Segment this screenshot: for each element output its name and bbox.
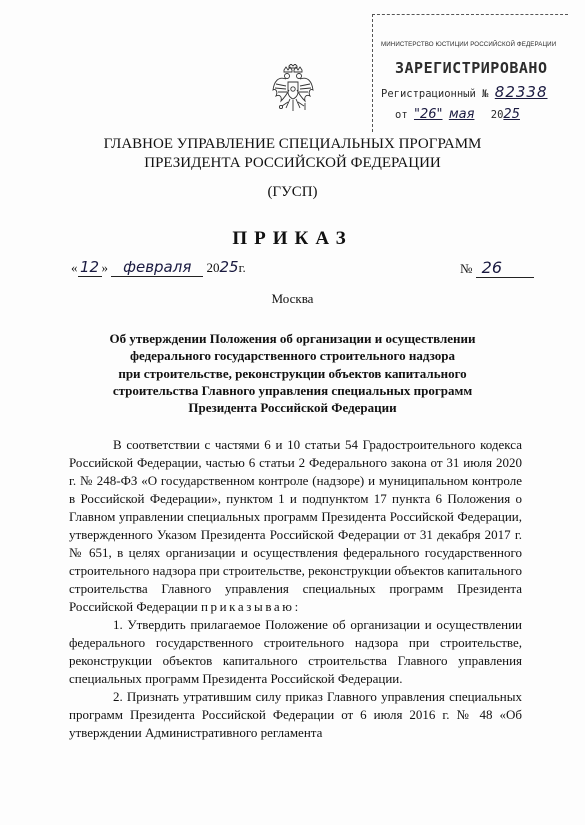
order-date-year-print: 20 — [206, 260, 220, 275]
stamp-date-year-print: 20 — [490, 109, 504, 121]
body-paragraph-item1: 1. Утвердить прилагаемое Положение об организации и осуществлении федерального государственного строительного надзора при строительстве, реконструкции объектов капитального строительства Главного управления специальных программ Президента Российской Федерации. — [69, 617, 522, 686]
stamp-reg-number: 82338 — [494, 83, 548, 101]
body-paragraph-preamble — [69, 436, 522, 616]
stamp-date-line — [395, 107, 568, 122]
stamp-date-year-hand: 25 — [503, 107, 520, 122]
registration-stamp — [372, 14, 568, 132]
title-line: Об утверждении Положения об организации и осуществлении — [109, 331, 476, 346]
document-type: ПРИКАЗ — [232, 228, 353, 249]
stamp-date-month: мая — [448, 107, 475, 122]
order-word: приказываю: — [200, 599, 301, 614]
order-number-value: 26 — [481, 258, 503, 277]
stamp-date-prefix: от — [395, 109, 408, 121]
order-date-day: 12 — [79, 258, 100, 276]
order-city: Москва — [271, 291, 314, 306]
stamp-ministry: МИНИСТЕРСТВО ЮСТИЦИИ РОССИЙСКОЙ ФЕДЕРАЦИИ — [381, 41, 557, 48]
order-number — [460, 258, 534, 278]
stamp-date-day: "26" — [413, 107, 443, 122]
title-line: федерального государственного строительного надзора — [130, 348, 455, 364]
title-line: Президента Российской Федерации — [188, 400, 397, 416]
body-paragraph-item2: 2. Признать утратившим силу приказ Главного управления специальных программ Президента Российской Федерации от 6 июля 2016 г. № 48 «Об утверждении Административного регламента — [69, 689, 522, 740]
stamp-registered: ЗАРЕГИСТРИРОВАНО — [395, 59, 548, 77]
order-date-quote-close: » — [101, 260, 108, 275]
order-number-label: № — [460, 261, 473, 276]
org-abbreviation: (ГУСП) — [267, 184, 318, 200]
title-line: строительства Главного управления специальных программ — [112, 382, 473, 398]
order-title — [60, 330, 525, 416]
order-date-year-suffix: г. — [238, 260, 246, 275]
coat-of-arms-icon — [272, 64, 314, 114]
order-date — [71, 258, 246, 277]
preamble-text: В соответствии с частями 6 и 10 статьи 54 Градостроительного кодекса Российской Федерации, частью 6 статьи 2 Федерального закона от 31 июля 2020 г. № 248-ФЗ «О государственном контроле (надзоре) и муниципальном контроле в Российской Федерации», пунктом 1 и подпунктом 17 пункта 6 Положения о Главном управлении специальных программ Президента Российской Федерации, утвержденного Указом Президента Российской Федерации от 31 декабря 2017 г. № 651, в целях организации и осуществления федерального государственного строительного надзора при строительстве, реконструкции объектов капитального строительства Главного управления специальных программ Президента Российской Федерации — [69, 437, 522, 614]
org-name-line2: ПРЕЗИДЕНТА РОССИЙСКОЙ ФЕДЕРАЦИИ — [144, 155, 441, 171]
org-name-line1: ГЛАВНОЕ УПРАВЛЕНИЕ СПЕЦИАЛЬНЫХ ПРОГРАММ — [103, 136, 482, 152]
order-body — [69, 436, 522, 742]
order-date-year-hand: 25 — [219, 258, 239, 276]
order-date-quote-open: « — [71, 260, 78, 275]
stamp-reg-label: Регистрационный № — [381, 88, 489, 100]
order-date-month: февраля — [123, 258, 192, 276]
title-line: при строительстве, реконструкции объектов капитального — [118, 365, 467, 381]
stamp-reg-line — [381, 83, 568, 101]
